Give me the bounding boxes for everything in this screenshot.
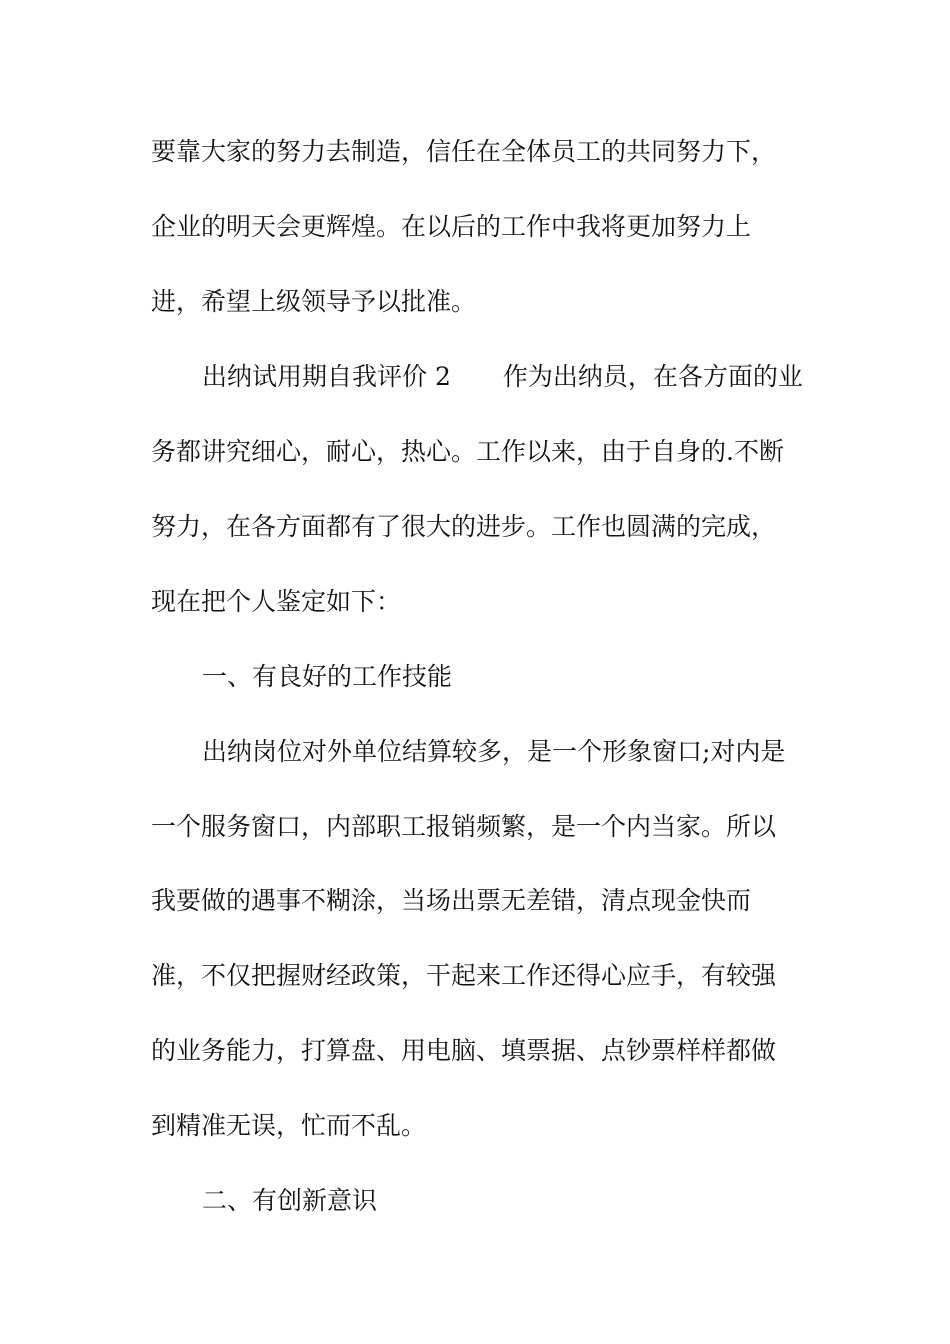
- text-line: 出纳岗位对外单位结算较多，是一个形象窗口;对内是: [202, 737, 786, 766]
- text-line: 进，希望上级领导予以批准。: [151, 287, 477, 316]
- text-line: 的业务能力，打算盘、用电脑、填票据、点钞票样样都做: [151, 1036, 777, 1065]
- text-line: 到精准无误，忙而不乱。: [151, 1111, 427, 1140]
- section-heading-line: [202, 360, 803, 394]
- section-title: 出纳试用期自我评价 2: [202, 362, 451, 391]
- text-line: 努力，在各方面都有了很大的进步。工作也圆满的完成，: [151, 512, 777, 541]
- subheading-2: 二、有创新意识: [202, 1186, 378, 1215]
- subheading-1: 一、有良好的工作技能: [202, 662, 453, 691]
- text-line: 我要做的遇事不糊涂，当场出票无差错，清点现金快而: [151, 886, 752, 915]
- text-line: 现在把个人鉴定如下：: [151, 587, 402, 616]
- text-line: 准，不仅把握财经政策，干起来工作还得心应手，有较强: [151, 961, 777, 990]
- text-line: 务都讲究细心，耐心，热心。工作以来，由于自身的.不断: [151, 437, 784, 466]
- text-line: 一个服务窗口，内部职工报销频繁，是一个内当家。所以: [151, 812, 777, 841]
- text-line: 要靠大家的努力去制造，信任在全体员工的共同努力下，: [151, 137, 777, 166]
- paragraph-start: 作为出纳员，在各方面的业: [502, 362, 803, 391]
- text-line: 企业的明天会更辉煌。在以后的工作中我将更加努力上: [151, 212, 752, 241]
